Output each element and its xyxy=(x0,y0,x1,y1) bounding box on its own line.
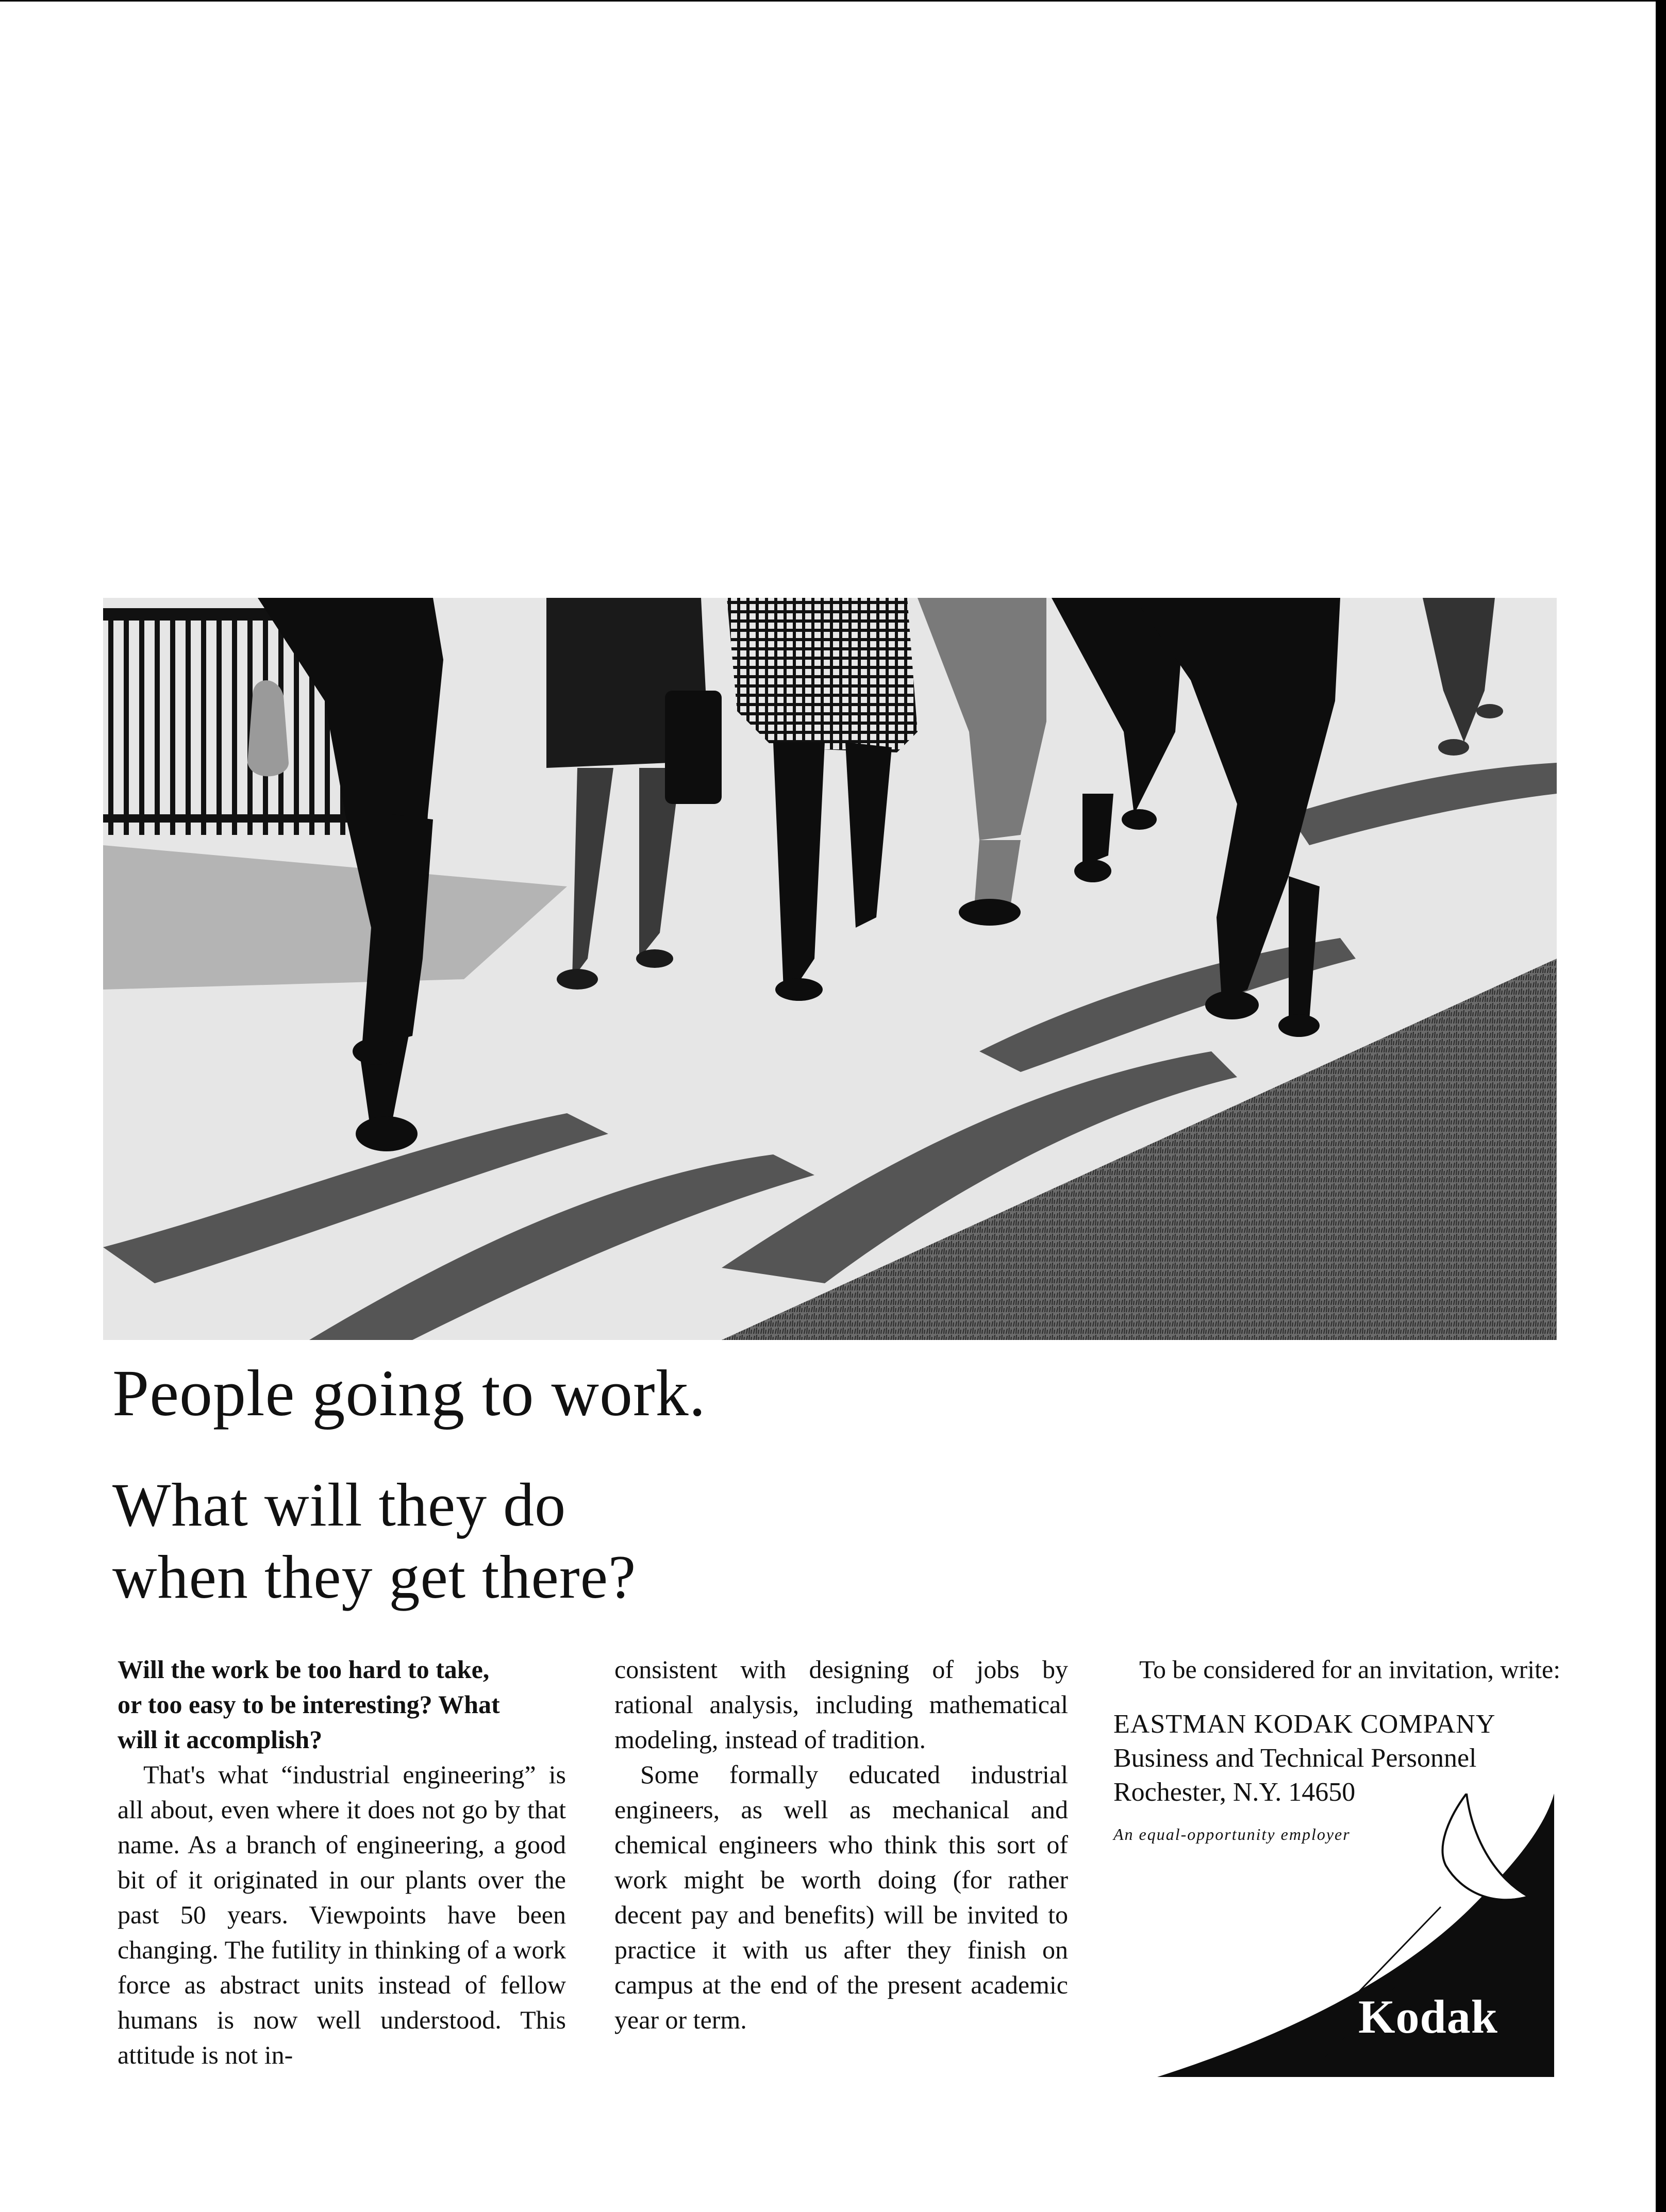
headline-secondary-line-1: What will they do xyxy=(112,1470,567,1539)
company-department: Business and Technical Personnel xyxy=(1113,1744,1477,1773)
body-column-1 xyxy=(118,1652,566,2072)
equal-opportunity-note: An equal-opportunity employer xyxy=(1113,1825,1351,1844)
company-name: EASTMAN KODAK COMPANY xyxy=(1113,1710,1496,1739)
headline-primary: People going to work. xyxy=(112,1356,706,1430)
people-walking-photo-icon xyxy=(103,598,1557,1340)
headline-secondary-line-2: when they get there? xyxy=(112,1543,637,1611)
company-city: Rochester, N.Y. 14650 xyxy=(1113,1778,1356,1807)
lead-line-3: will it accomplish? xyxy=(118,1725,323,1754)
headline-secondary xyxy=(112,1469,636,1613)
lead-line-1: Will the work be too hard to take, xyxy=(118,1655,490,1684)
kodak-curl-logo-icon xyxy=(1152,1794,1559,2082)
body-column-2 xyxy=(614,1652,1068,2037)
body-paragraph-2: consistent with designing of jobs by rational analysis, including mathematical modeling, instead of tradition. xyxy=(614,1655,1068,1754)
contact-intro: To be considered for an invitation, write: xyxy=(1139,1655,1561,1684)
body-paragraph-1: That's what “industrial engineering” is all about, even where it does not go by that name. As a branch of engineering, a good bit of it originated in our plants over the past 50 years. Viewpoints have been changing. The futility in thinking of a work force as abstract units instead of fellow humans is now well understood. This attitude is not in- xyxy=(118,1760,566,2069)
kodak-logo-text: Kodak xyxy=(1358,1990,1498,2043)
page-right-edge xyxy=(1656,0,1666,2212)
body-paragraph-3: Some formally educated industrial engineers, as well as mechanical and chemical engineers who think this sort of work might be worth doing (for rather decent pay and benefits) will be invited to practice it with us after they finish on campus at the end of the present academic year or term. xyxy=(614,1760,1068,2034)
lead-line-2: or too easy to be interesting? What xyxy=(118,1690,500,1719)
page-top-edge xyxy=(0,0,1666,2)
lead-question xyxy=(118,1652,566,1757)
